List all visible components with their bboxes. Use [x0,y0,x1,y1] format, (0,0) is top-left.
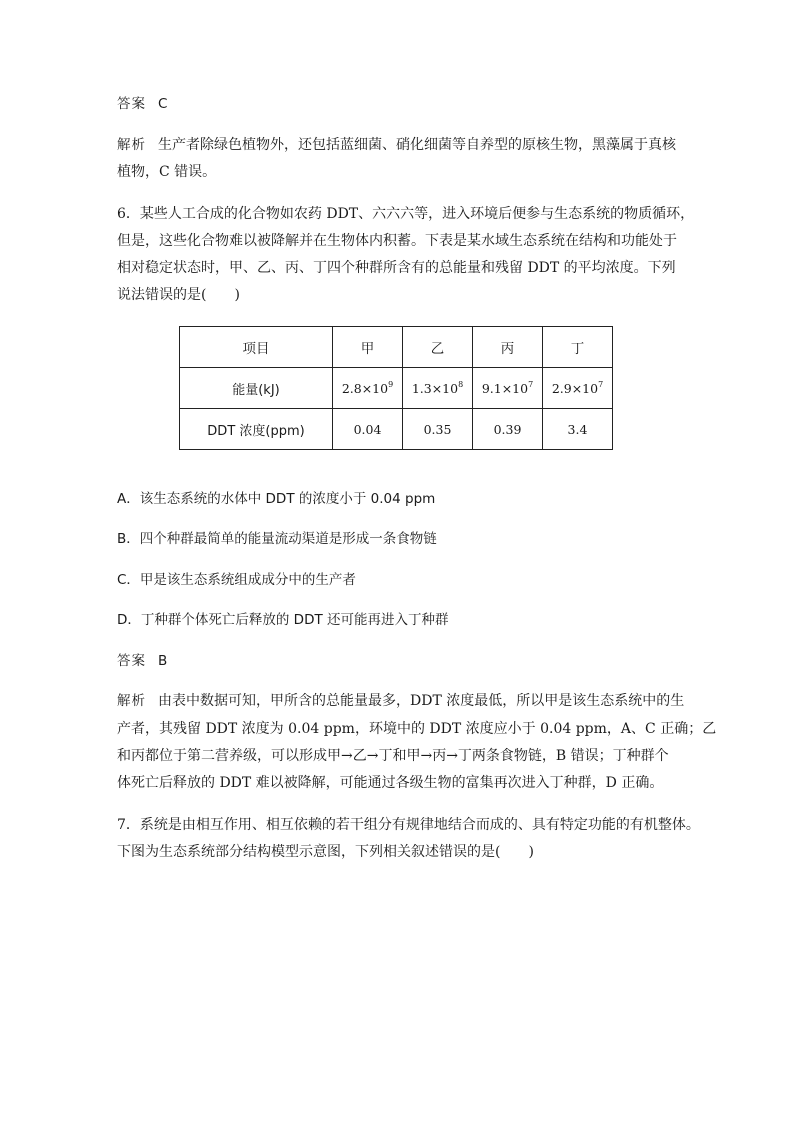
header-yi: 乙 [403,327,473,368]
q6-option-b: B．四个种群最简单的能量流动渠道是形成一条食物链 [117,531,437,547]
q7-stem-line-1: 7．系统是由相互作用、相互依赖的若干组分有规律地结合而成的、具有特定功能的有机整体。 [117,817,700,833]
header-jia: 甲 [333,327,403,368]
answer-label: 答案 [117,653,146,669]
ddt-bing: 0.39 [473,409,543,450]
q6-option-a: A．该生态系统的水体中 DDT 的浓度小于 0.04 ppm [117,491,436,507]
table-row-energy [180,368,613,409]
q7-stem-line-2: 下图为生态系统部分结构模型示意图，下列相关叙述错误的是( ) [117,844,534,860]
energy-label: 能量(kJ) [180,368,333,409]
energy-yi: $1.3\times 10^8$ [403,368,473,409]
q6-option-d: D．丁种群个体死亡后释放的 DDT 还可能再进入丁种群 [117,612,449,628]
table-header-row [180,327,613,368]
header-ding: 丁 [543,327,613,368]
q6-stem-line-2: 但是，这些化合物难以被降解并在生物体内积蓄。下表是某水域生态系统在结构和功能处于 [117,233,677,249]
q6-stem-line-1: 6．某些人工合成的化合物如农药 DDT、六六六等，进入环境后便参与生态系统的物质循环， [117,206,695,222]
q6-option-c: C．甲是该生态系统组成成分中的生产者 [117,572,356,588]
energy-ddt-table [179,326,613,450]
q6-explanation-line-2: 产者，其残留 DDT 浓度为 0.04 ppm，环境中的 DDT 浓度应小于 0.04 ppm，A、C 正确；乙 [117,721,717,737]
energy-jia: $2.8\times 10^9$ [333,368,403,409]
header-bing: 丙 [473,327,543,368]
ddt-yi: 0.35 [403,409,473,450]
energy-ding: $2.9\times 10^7$ [543,368,613,409]
q6-stem-line-4: 说法错误的是( ) [117,287,240,303]
q6-answer [117,651,167,671]
ddt-label: DDT 浓度(ppm) [180,409,333,450]
answer-label: 答案 [117,96,146,112]
explain-text: 生产者除绿色植物外，还包括蓝细菌、硝化细菌等自养型的原核生物，黑藻属于真核 [158,137,676,153]
energy-bing: $9.1\times 10^7$ [473,368,543,409]
explain-label: 解析 [117,137,146,153]
ddt-ding: 3.4 [543,409,613,450]
q5-explanation-line-1 [117,135,676,155]
ddt-jia: 0.04 [333,409,403,450]
q6-explanation-line-1 [117,691,684,711]
explain-text: 由表中数据可知，甲所含的总能量最多，DDT 浓度最低，所以甲是该生态系统中的生 [158,693,685,709]
q5-explanation-line-2: 植物，C 错误。 [117,164,217,180]
explain-label: 解析 [117,693,146,709]
header-item: 项目 [180,327,333,368]
answer-value: C [158,96,168,112]
q6-explanation-line-4: 体死亡后释放的 DDT 难以被降解，可能通过各级生物的富集再次进入丁种群，D 正确。 [117,775,664,791]
table-row-ddt [180,409,613,450]
q6-explanation-line-3: 和丙都位于第二营养级，可以形成甲→乙→丁和甲→丙→丁两条食物链，B 错误；丁种群个 [117,748,669,764]
q5-answer [117,94,167,114]
q6-stem-line-3: 相对稳定状态时，甲、乙、丙、丁四个种群所含有的总能量和残留 DDT 的平均浓度。下列 [117,260,676,276]
answer-value: B [158,653,168,669]
